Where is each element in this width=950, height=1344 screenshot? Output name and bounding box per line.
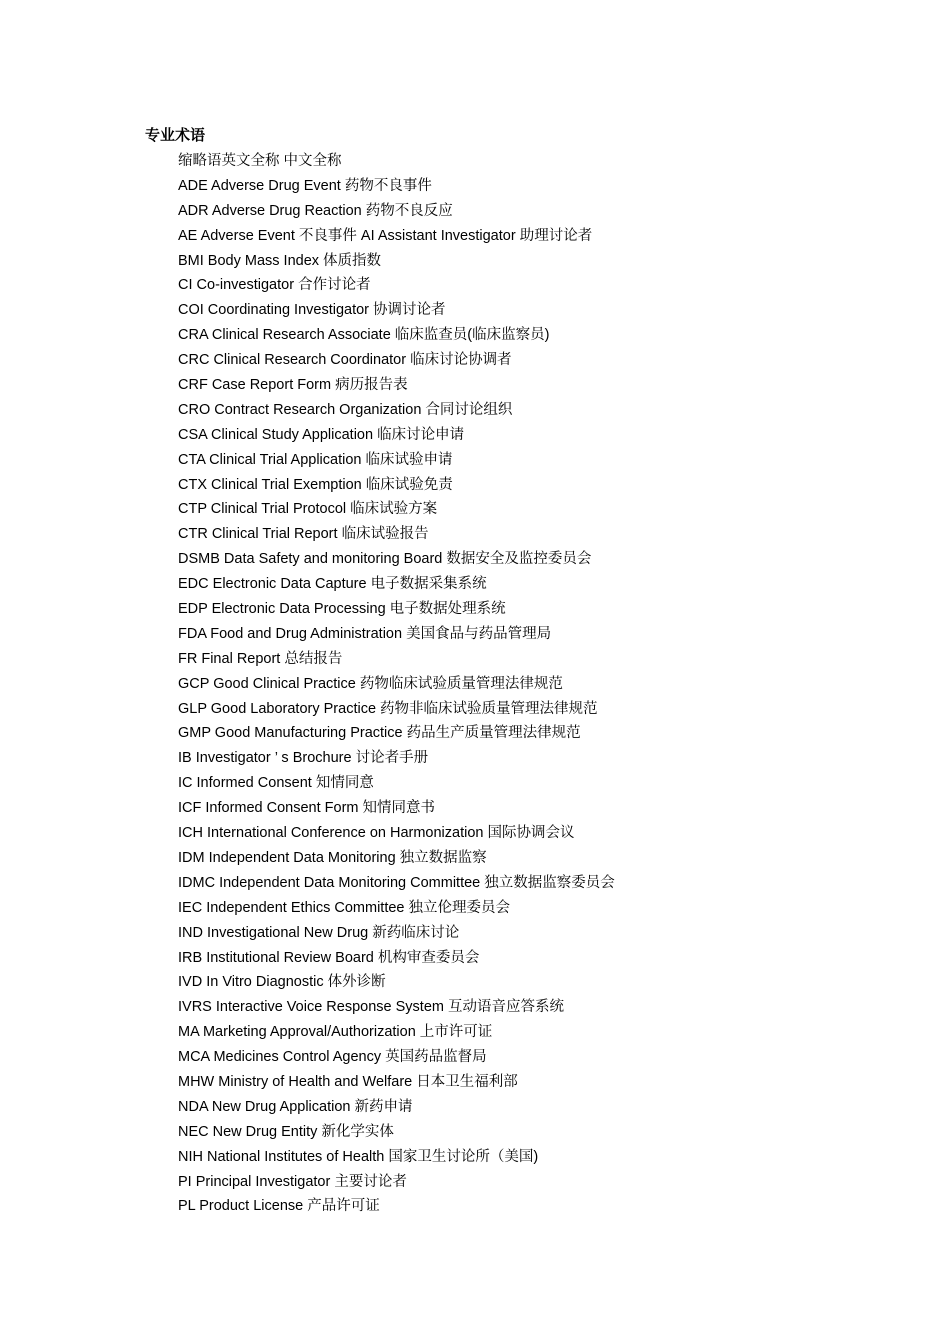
glossary-entry: PL Product License 产品许可证	[178, 1198, 380, 1215]
glossary-entry: ADR Adverse Drug Reaction 药物不良反应	[178, 202, 453, 219]
glossary-entry: COI Coordinating Investigator 协调讨论者	[178, 302, 446, 319]
glossary-list	[178, 150, 615, 1220]
glossary-entry: IND Investigational New Drug 新药临床讨论	[178, 924, 460, 941]
glossary-entry: CRF Case Report Form 病历报告表	[178, 377, 408, 394]
glossary-entry: CTP Clinical Trial Protocol 临床试验方案	[178, 501, 438, 518]
glossary-entry: MA Marketing Approval/Authorization 上市许可证	[178, 1024, 493, 1041]
glossary-entry: DSMB Data Safety and monitoring Board 数据安全及监控委员会	[178, 551, 592, 568]
glossary-entry: CRC Clinical Research Coordinator 临床讨论协调者	[178, 352, 512, 369]
glossary-entry: IDM Independent Data Monitoring 独立数据监察	[178, 849, 487, 866]
glossary-entry: CRO Contract Research Organization 合同讨论组织	[178, 401, 513, 418]
glossary-entry: FDA Food and Drug Administration 美国食品与药品管理局	[178, 625, 552, 642]
glossary-entry: PI Principal Investigator 主要讨论者	[178, 1173, 407, 1190]
glossary-entry: IEC Independent Ethics Committee 独立伦理委员会	[178, 899, 511, 916]
glossary-entry: CTX Clinical Trial Exemption 临床试验免责	[178, 476, 453, 493]
glossary-header-row: 缩略语英文全称 中文全称	[178, 153, 342, 169]
glossary-entry: IB Investigator ’ s Brochure 讨论者手册	[178, 750, 429, 767]
glossary-entry: MCA Medicines Control Agency 英国药品监督局	[178, 1049, 487, 1066]
section-heading: 专业术语	[145, 127, 206, 144]
glossary-entry: GCP Good Clinical Practice 药物临床试验质量管理法律规范	[178, 675, 563, 692]
glossary-entry: CTA Clinical Trial Application 临床试验申请	[178, 451, 453, 468]
glossary-entry: CTR Clinical Trial Report 临床试验报告	[178, 526, 429, 543]
glossary-entry: EDP Electronic Data Processing 电子数据处理系统	[178, 601, 506, 618]
glossary-entry: CRA Clinical Research Associate 临床监查员(临床监察员)	[178, 327, 550, 344]
glossary-entry: BMI Body Mass Index 体质指数	[178, 252, 382, 269]
glossary-entry: GMP Good Manufacturing Practice 药品生产质量管理法律规范	[178, 725, 581, 742]
glossary-entry: IVD In Vitro Diagnostic 体外诊断	[178, 974, 386, 991]
glossary-entry: NIH National Institutes of Health 国家卫生讨论所（美国)	[178, 1148, 539, 1165]
glossary-entry: EDC Electronic Data Capture 电子数据采集系统	[178, 576, 487, 593]
glossary-entry: AE Adverse Event 不良事件 AI Assistant Investigator 助理讨论者	[178, 227, 593, 244]
glossary-entry: NDA New Drug Application 新药申请	[178, 1098, 413, 1115]
glossary-entry: ICH International Conference on Harmonization 国际协调会议	[178, 825, 575, 842]
glossary-entry: ADE Adverse Drug Event 药物不良事件	[178, 177, 432, 194]
glossary-entry: NEC New Drug Entity 新化学实体	[178, 1123, 394, 1140]
glossary-entry: CI Co-investigator 合作讨论者	[178, 277, 371, 294]
glossary-entry: IVRS Interactive Voice Response System 互动语音应答系统	[178, 999, 564, 1016]
glossary-entry: GLP Good Laboratory Practice 药物非临床试验质量管理法律规范	[178, 700, 598, 717]
glossary-entry: ICF Informed Consent Form 知情同意书	[178, 800, 436, 817]
glossary-entry: IRB Institutional Review Board 机构审查委员会	[178, 949, 480, 966]
glossary-entry: FR Final Report 总结报告	[178, 650, 343, 667]
glossary-entry: IDMC Independent Data Monitoring Committee 独立数据监察委员会	[178, 874, 615, 891]
glossary-entry: CSA Clinical Study Application 临床讨论申请	[178, 426, 465, 443]
glossary-entry: IC Informed Consent 知情同意	[178, 775, 374, 792]
glossary-entry: MHW Ministry of Health and Welfare 日本卫生福利部	[178, 1073, 518, 1090]
